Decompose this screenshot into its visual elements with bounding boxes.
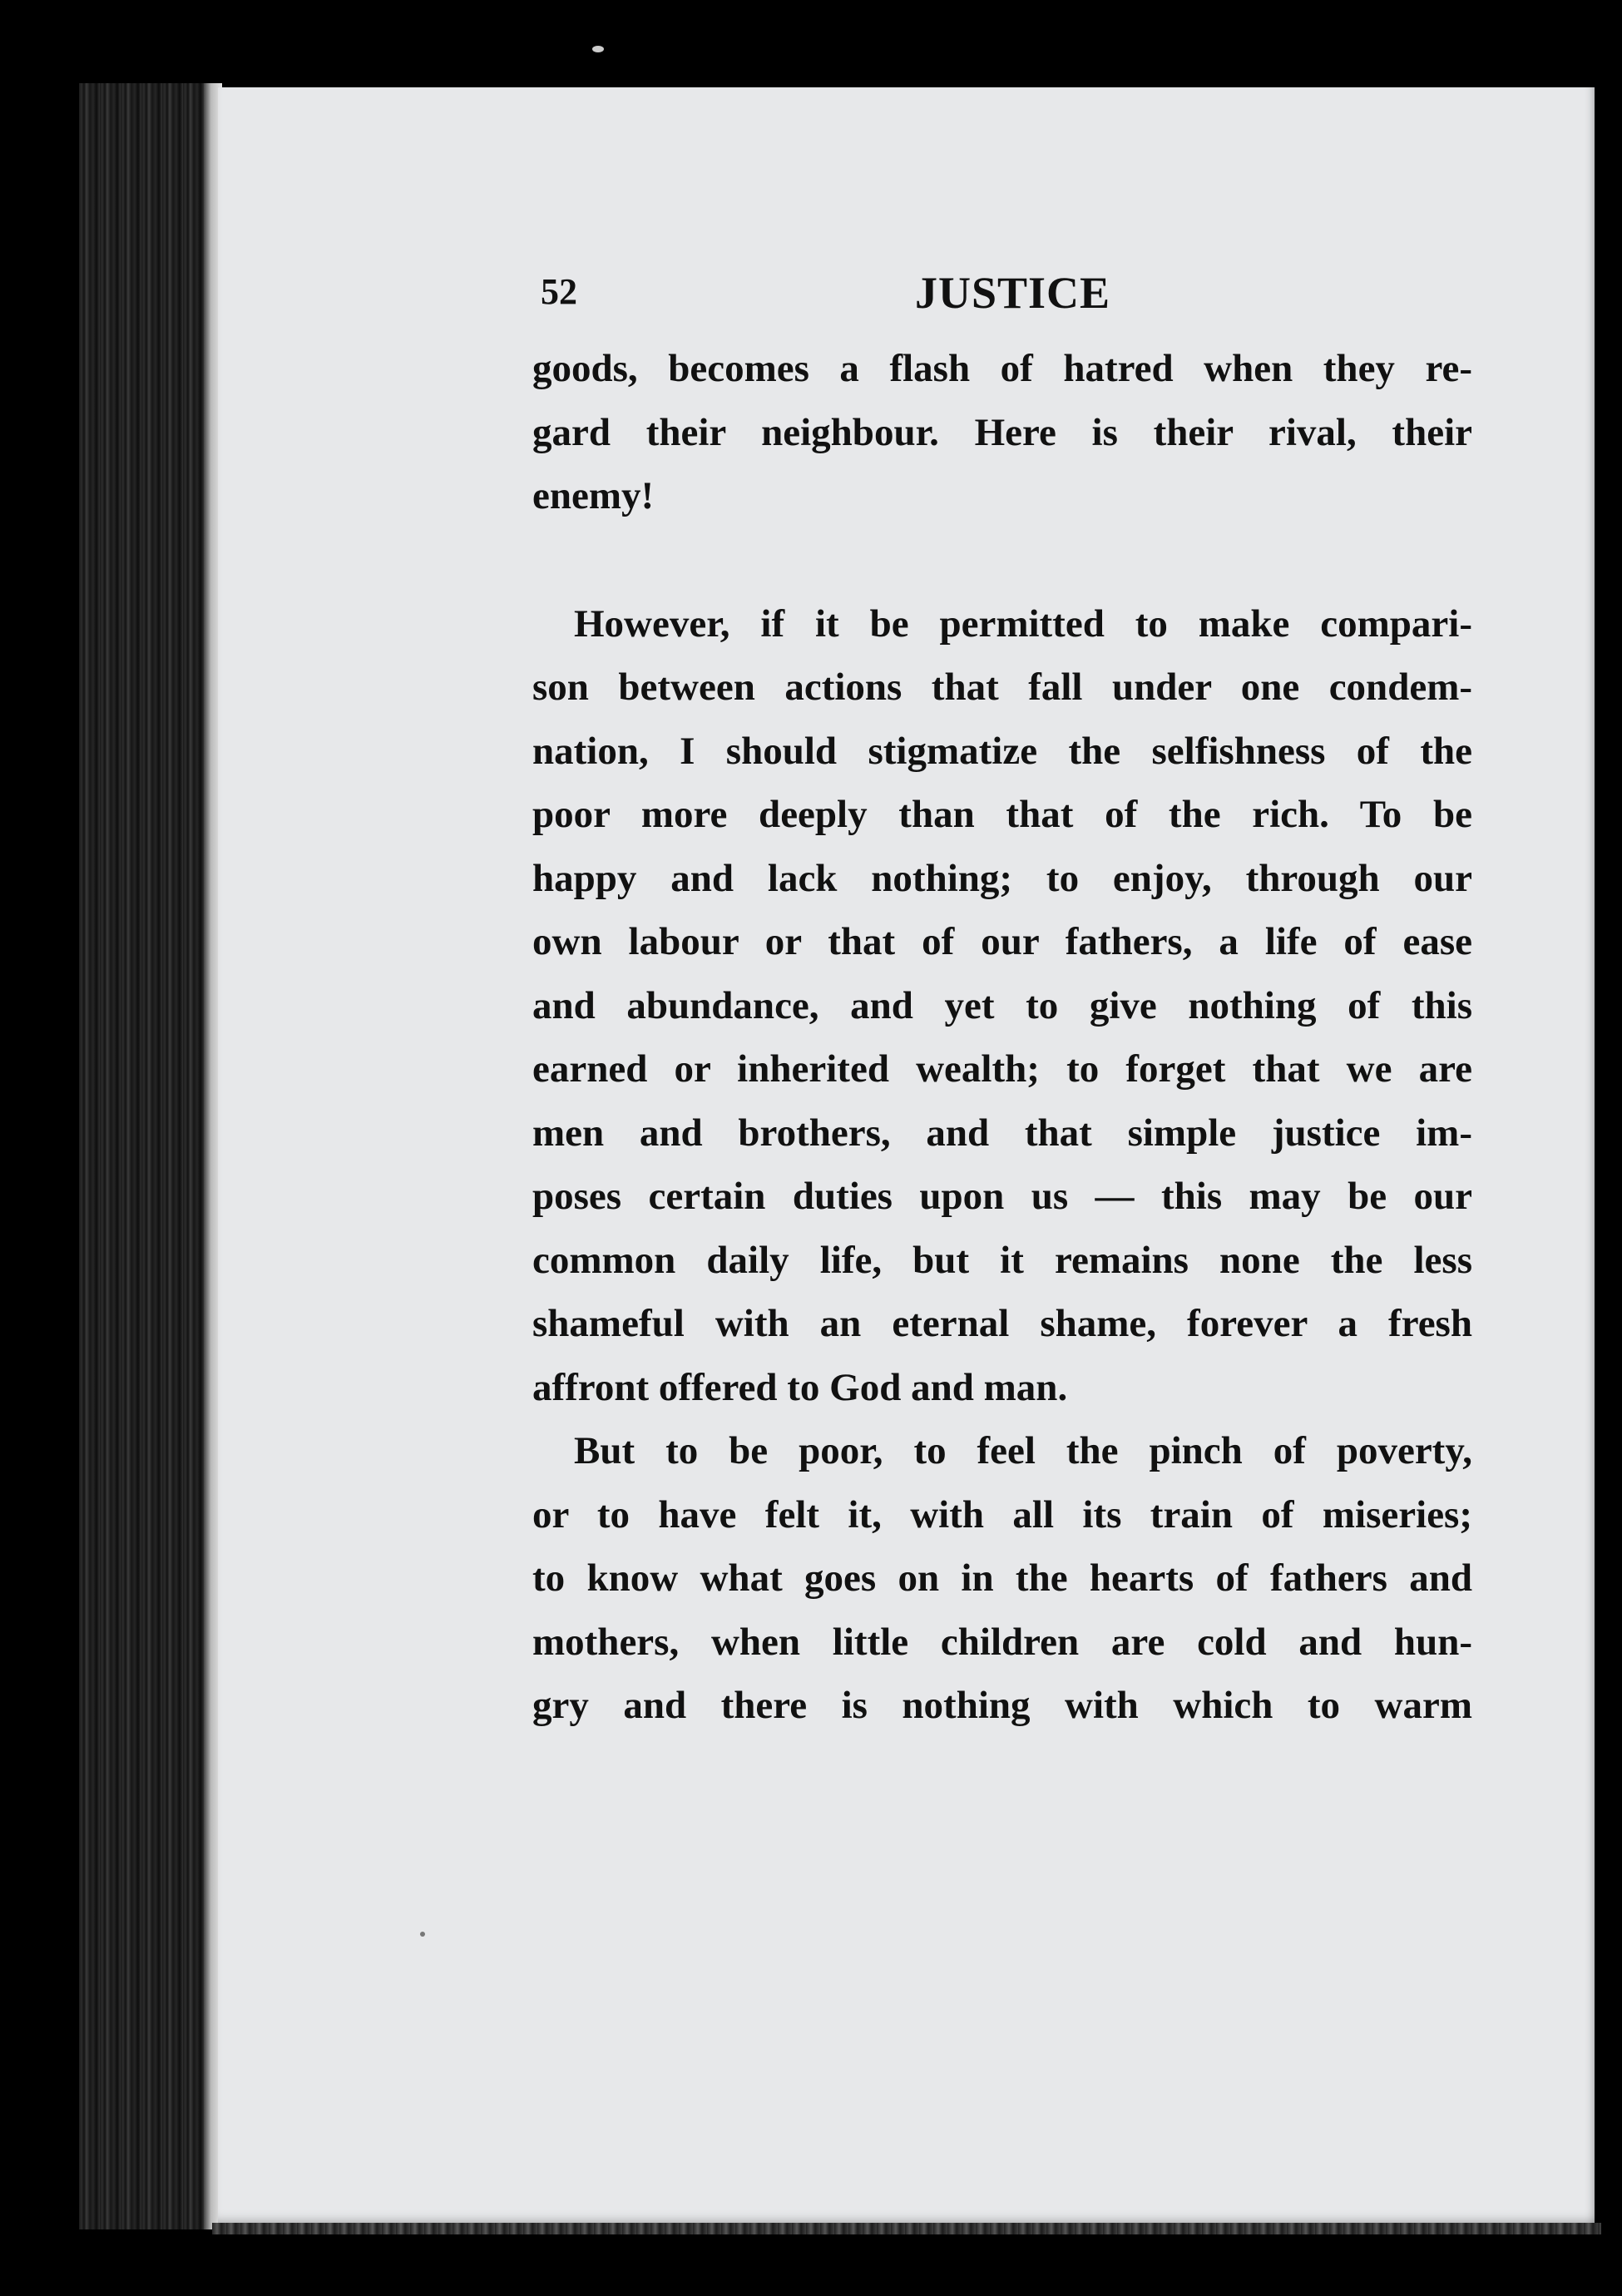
text-line: But to be poor, to feel the pinch of poverty, xyxy=(574,1429,1472,1472)
text-line: poses certain duties upon us — this may be our xyxy=(532,1175,1472,1218)
text-line: to know what goes on in the hearts of fathers and xyxy=(532,1556,1472,1600)
text-line: shameful with an eternal shame, forever a fresh xyxy=(532,1302,1472,1345)
text-line: However, if it be permitted to make compari- xyxy=(574,601,1472,646)
text-line: men and brothers, and that simple justice im- xyxy=(532,1111,1472,1155)
text-line: son between actions that fall under one condem- xyxy=(532,666,1472,709)
text-line: own labour or that of our fathers, a life of ease xyxy=(532,920,1472,963)
text-line: poor more deeply than that of the rich. To be xyxy=(532,793,1472,836)
text-line: gard their neighbour. Here is their rival, their xyxy=(532,410,1472,454)
section-break xyxy=(532,528,1472,592)
text-line: and abundance, and yet to give nothing of this xyxy=(532,983,1472,1027)
scan-speck xyxy=(420,1932,425,1937)
text-line: happy and lack nothing; to enjoy, through our xyxy=(532,856,1472,900)
text-line: nation, I should stigmatize the selfishness of the xyxy=(532,729,1472,773)
running-head xyxy=(541,270,1464,329)
page-bottom-edge xyxy=(212,2223,1601,2234)
text-line: or to have felt it, with all its train of miseries; xyxy=(532,1492,1472,1536)
body-text xyxy=(532,337,1472,1738)
running-title: JUSTICE xyxy=(915,268,1111,318)
page-number: 52 xyxy=(541,271,577,312)
paragraph xyxy=(532,592,1472,1420)
text-line: earned or inherited wealth; to forget that we are xyxy=(532,1047,1472,1091)
text-line: enemy! xyxy=(532,474,655,517)
text-line: common daily life, but it remains none the less xyxy=(532,1238,1472,1282)
text-line: goods, becomes a flash of hatred when they re- xyxy=(532,347,1472,390)
scan-speck xyxy=(592,46,604,52)
text-line: affront offered to God and man. xyxy=(532,1365,1068,1409)
book-spine-edge xyxy=(79,83,220,2229)
text-line: mothers, when little children are cold and hun- xyxy=(532,1620,1472,1664)
text-line: gry and there is nothing with which to warm xyxy=(532,1684,1472,1727)
paragraph xyxy=(532,1419,1472,1738)
paragraph xyxy=(532,337,1472,528)
